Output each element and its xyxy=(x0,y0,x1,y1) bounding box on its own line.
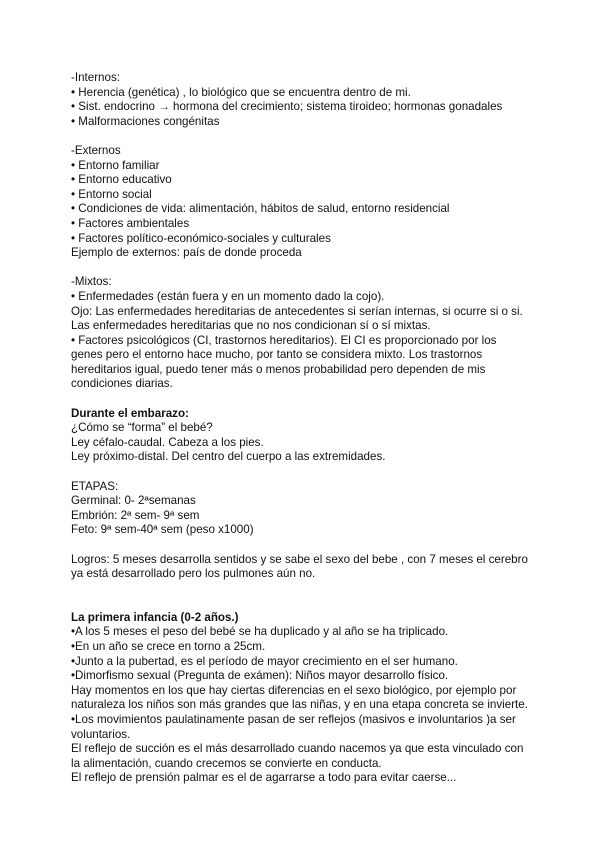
paragraph: •A los 5 meses el peso del bebé se ha duplicado y al año se ha triplicado. xyxy=(71,625,449,639)
paragraph: El reflejo de succión es el más desarrollado cuando nacemos ya que esta vinculado con la alimentación, cuando crecemos se convierte en conducta. xyxy=(71,742,524,770)
paragraph: • Enfermedades (están fuera y en un momento dado la cojo). xyxy=(71,289,385,303)
spacer xyxy=(71,538,529,553)
infancia-heading: La primera infancia (0-2 años.) xyxy=(71,610,239,624)
infancia-section xyxy=(71,611,529,786)
list-item: • Sist. endocrino → hormona del crecimiento; sistema tiroideo; hormonas gonadales xyxy=(71,100,503,114)
paragraph: •Dimorfismo sexual (Pregunta de exámen): Niños mayor desarrollo físico. xyxy=(71,669,449,683)
etapas-heading: ETAPAS: xyxy=(71,479,119,493)
logros-paragraph: Logros: 5 meses desarrolla sentidos y se sabe el sexo del bebe , con 7 meses el cerebro ya está desarrollado pero los pulmones aún no. xyxy=(71,552,528,581)
paragraph: Ley próximo-distal. Del centro del cuerpo a las extremidades. xyxy=(71,450,386,464)
paragraph: Hay momentos en los que hay ciertas diferencias en el sexo biológico, por ejemplo por naturaleza los niños son más grandes que las niñas, y en una etapa concreta se invierte. xyxy=(71,683,528,712)
mixtos-heading: -Mixtos: xyxy=(71,275,112,289)
list-item: • Herencia (genética) , lo biológico que se encuentra dentro de mi. xyxy=(71,85,411,99)
paragraph: Ojo: Las enfermedades hereditarias de antecedentes si serían internas, si ocurre si o si. Las enfermedades hereditarias que no nos condicionan sí o sí mixtas. xyxy=(71,304,523,333)
list-item: • Entorno familiar xyxy=(71,158,160,172)
paragraph: Feto: 9ª sem-40ª sem (peso x1000) xyxy=(71,523,254,537)
list-item: • Entorno social xyxy=(71,187,152,201)
list-item: • Factores político-económico-sociales y culturales xyxy=(71,231,331,245)
mixtos-section xyxy=(71,275,529,392)
list-item: • Factores ambientales xyxy=(71,216,190,230)
paragraph: •En un año se crece en torno a 25cm. xyxy=(71,639,266,653)
spacer xyxy=(71,392,529,407)
list-item: • Entorno educativo xyxy=(71,173,172,187)
spacer xyxy=(71,582,529,611)
spacer xyxy=(71,129,529,144)
spacer xyxy=(71,261,529,276)
paragraph: Germinal: 0- 2ªsemanas xyxy=(71,494,196,508)
paragraph: Embrión: 2ª sem- 9ª sem xyxy=(71,508,200,522)
paragraph: •Junto a la pubertad, es el período de mayor crecimiento en el ser humano. xyxy=(71,654,458,668)
list-item: • Condiciones de vida: alimentación, hábitos de salud, entorno residencial xyxy=(71,202,450,216)
embarazo-heading: Durante el embarazo: xyxy=(71,406,189,420)
externos-example: Ejemplo de externos: país de donde proceda xyxy=(71,246,302,260)
embarazo-section xyxy=(71,407,529,465)
spacer xyxy=(71,465,529,480)
paragraph: ¿Cómo se “forma” el bebé? xyxy=(71,421,213,435)
paragraph: •Los movimientos paulatinamente pasan de ser reflejos (masivos e involuntarios )a ser voluntarios. xyxy=(71,712,516,741)
list-item: • Malformaciones congénitas xyxy=(71,114,220,128)
internos-section xyxy=(71,71,529,129)
paragraph: • Factores psicológicos (CI, trastornos hereditarios). El CI es proporcionado por los genes pero el entorno hace mucho, por tanto se considera mixto. Los trastornos hereditarios igual, puedo tener más o menos probabilidad pero dependen de mis condiciones diarias. xyxy=(71,333,497,391)
document-body xyxy=(71,71,529,786)
etapas-section xyxy=(71,480,529,538)
paragraph: El reflejo de prensión palmar es el de agarrarse a todo para evitar caerse... xyxy=(71,771,457,785)
externos-section xyxy=(71,144,529,261)
paragraph: Ley céfalo-caudal. Cabeza a los pies. xyxy=(71,435,264,449)
externos-heading: -Externos xyxy=(71,143,121,157)
internos-heading: -Internos: xyxy=(71,71,120,84)
